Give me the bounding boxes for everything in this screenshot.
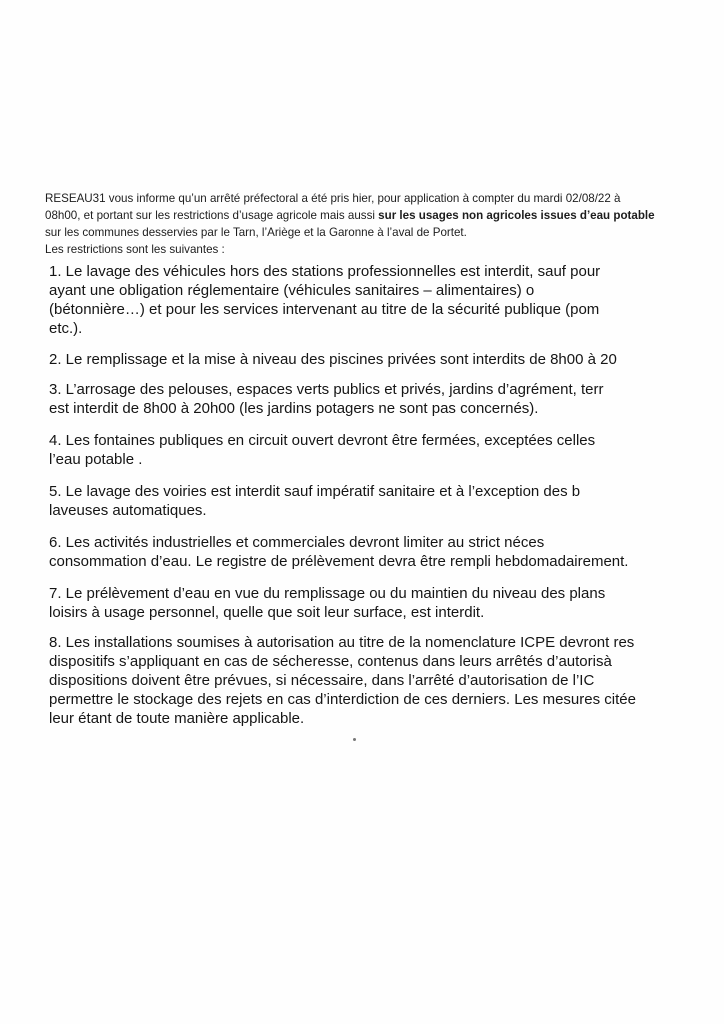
restriction-item-8	[49, 633, 724, 728]
restriction-line: 3. L’arrosage des pelouses, espaces verts publics et privés, jardins d’agrément, terr	[49, 381, 604, 398]
intro-line-2	[45, 207, 685, 224]
restriction-item-1	[49, 262, 724, 338]
restriction-line: dispositifs s’appliquant en cas de sécheresse, contenus dans leurs arrêtés d’autorisà	[49, 653, 612, 670]
intro-line-2-text: 08h00, et portant sur les restrictions d’usage agricole mais aussi	[45, 209, 379, 222]
scan-speck	[353, 738, 356, 741]
restriction-line: 1. Le lavage des véhicules hors des stations professionnelles est interdit, sauf pour	[49, 263, 601, 280]
intro-line-3: sur les communes desservies par le Tarn, l’Ariège et la Garonne à l’aval de Portet.	[45, 226, 467, 239]
restrictions-list	[49, 260, 724, 728]
restriction-item-5	[49, 482, 724, 520]
intro-paragraph	[45, 190, 685, 258]
intro-line-4: Les restrictions sont les suivantes :	[45, 243, 225, 256]
restriction-line: ayant une obligation réglementaire (véhicules sanitaires – alimentaires) o	[49, 282, 535, 299]
intro-line-1: RESEAU31 vous informe qu’un arrêté préfectoral a été pris hier, pour application à compter du mardi 02/08/22 à	[45, 192, 621, 205]
restriction-line: 6. Les activités industrielles et commerciales devront limiter au strict néces	[49, 534, 545, 551]
restriction-item-2	[49, 350, 724, 369]
intro-line-2-bold: sur les usages non agricoles issues d’eau potable	[378, 209, 655, 222]
restriction-line: l’eau potable .	[49, 451, 143, 468]
restriction-line: dispositions doivent être prévues, si nécessaire, dans l’arrêté d’autorisation de l’IC	[49, 672, 595, 689]
restriction-line: loisirs à usage personnel, quelle que soit leur surface, est interdit.	[49, 604, 485, 621]
restriction-line: (bétonnière…) et pour les services intervenant au titre de la sécurité publique (pom	[49, 301, 600, 318]
restriction-line: est interdit de 8h00 à 20h00 (les jardins potagers ne sont pas concernés).	[49, 400, 539, 417]
restriction-line: consommation d’eau. Le registre de prélèvement devra être rempli hebdomadairement.	[49, 553, 629, 570]
restriction-line: laveuses automatiques.	[49, 502, 207, 519]
restriction-line: 5. Le lavage des voiries est interdit sauf impératif sanitaire et à l’exception des b	[49, 483, 581, 500]
restriction-item-4	[49, 431, 724, 469]
restriction-item-6	[49, 533, 724, 571]
restriction-line: 8. Les installations soumises à autorisation au titre de la nomenclature ICPE devront res	[49, 634, 635, 651]
restriction-item-3	[49, 380, 724, 418]
restriction-line: permettre le stockage des rejets en cas d’interdiction de ces derniers. Les mesures citée	[49, 691, 636, 708]
restriction-line: etc.).	[49, 320, 83, 337]
restriction-line: leur étant de toute manière applicable.	[49, 710, 305, 727]
restriction-item-7	[49, 584, 724, 622]
restriction-line: 7. Le prélèvement d’eau en vue du remplissage ou du maintien du niveau des plans	[49, 585, 606, 602]
restriction-line: 2. Le remplissage et la mise à niveau des piscines privées sont interdits de 8h00 à 20	[49, 351, 617, 368]
restriction-line: 4. Les fontaines publiques en circuit ouvert devront être fermées, exceptées celles	[49, 432, 596, 449]
